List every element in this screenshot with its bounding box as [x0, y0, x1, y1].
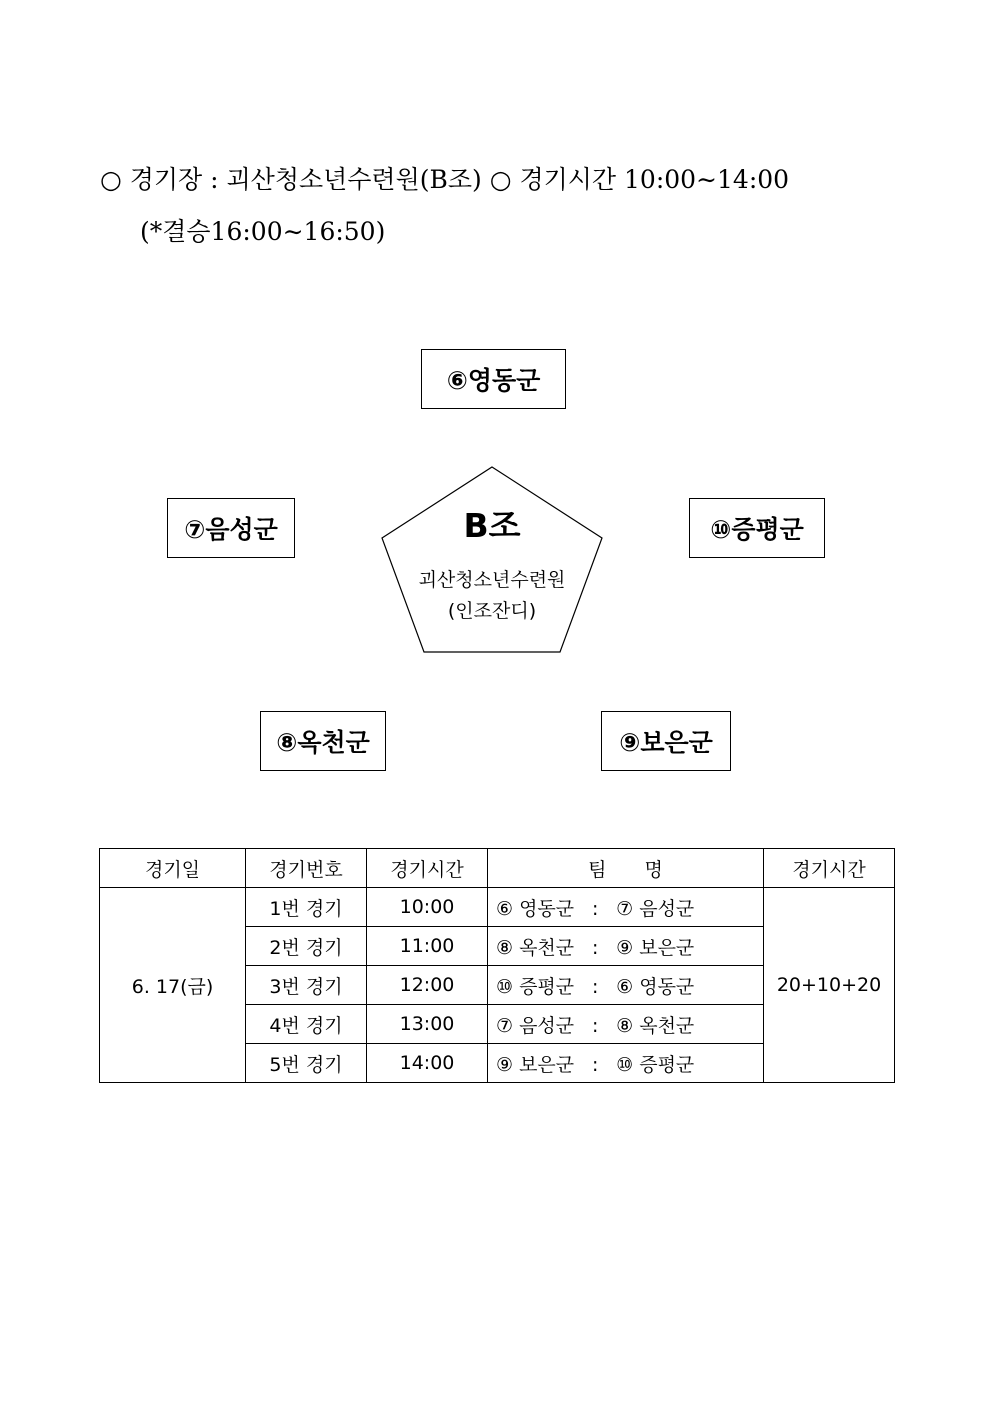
away-team: ⑥ 영동군: [616, 975, 695, 998]
match-date: 6. 17(금): [100, 888, 246, 1083]
match-teams: [488, 888, 764, 927]
header-teams: 팀 명: [488, 849, 764, 888]
table-row: [100, 888, 895, 927]
schedule-table: [99, 848, 895, 1083]
match-number: 2번 경기: [246, 927, 367, 966]
match-time: 14:00: [367, 1044, 488, 1083]
team-box-jeungpyeong: ⑩증평군: [689, 498, 825, 558]
away-team: ⑩ 증평군: [616, 1053, 695, 1076]
match-number: 1번 경기: [246, 888, 367, 927]
header-duration: 경기시간: [764, 849, 895, 888]
final-time-line: (*결승16:00∼16:50): [140, 217, 386, 246]
match-teams: [488, 1005, 764, 1044]
header-date: 경기일: [100, 849, 246, 888]
match-teams: [488, 966, 764, 1005]
home-team: ⑧ 옥천군: [496, 936, 575, 959]
team-box-boeun: ⑨보은군: [601, 711, 731, 771]
match-time: 12:00: [367, 966, 488, 1005]
match-duration: 20+10+20: [764, 888, 895, 1083]
vs-separator: :: [591, 975, 599, 998]
match-number: 5번 경기: [246, 1044, 367, 1083]
vs-separator: :: [591, 936, 599, 959]
home-team: ⑥ 영동군: [496, 897, 575, 920]
venue-time-line: ○ 경기장 : 괴산청소년수련원(B조) ○ 경기시간 10:00∼14:00: [100, 165, 790, 194]
vs-separator: :: [591, 897, 599, 920]
match-time: 13:00: [367, 1005, 488, 1044]
home-team: ⑦ 음성군: [496, 1014, 575, 1037]
match-teams: [488, 927, 764, 966]
away-team: ⑦ 음성군: [616, 897, 695, 920]
group-surface: (인조잔디): [447, 600, 537, 622]
team-box-yeongdong: ⑥영동군: [421, 349, 566, 409]
match-teams: [488, 1044, 764, 1083]
header-match-time: 경기시간: [367, 849, 488, 888]
vs-separator: :: [591, 1053, 599, 1076]
home-team: ⑩ 증평군: [496, 975, 575, 998]
match-number: 3번 경기: [246, 966, 367, 1005]
match-number: 4번 경기: [246, 1005, 367, 1044]
group-venue: 괴산청소년수련원: [418, 569, 566, 591]
team-box-okcheon: ⑧옥천군: [260, 711, 386, 771]
match-time: 11:00: [367, 927, 488, 966]
header-match-number: 경기번호: [246, 849, 367, 888]
group-title: B조: [463, 506, 521, 545]
away-team: ⑧ 옥천군: [616, 1014, 695, 1037]
vs-separator: :: [591, 1014, 599, 1037]
table-header-row: [100, 849, 895, 888]
group-pentagon: [378, 464, 606, 658]
match-time: 10:00: [367, 888, 488, 927]
team-box-eumseong: ⑦음성군: [167, 498, 295, 558]
away-team: ⑨ 보은군: [616, 936, 695, 959]
home-team: ⑨ 보은군: [496, 1053, 575, 1076]
